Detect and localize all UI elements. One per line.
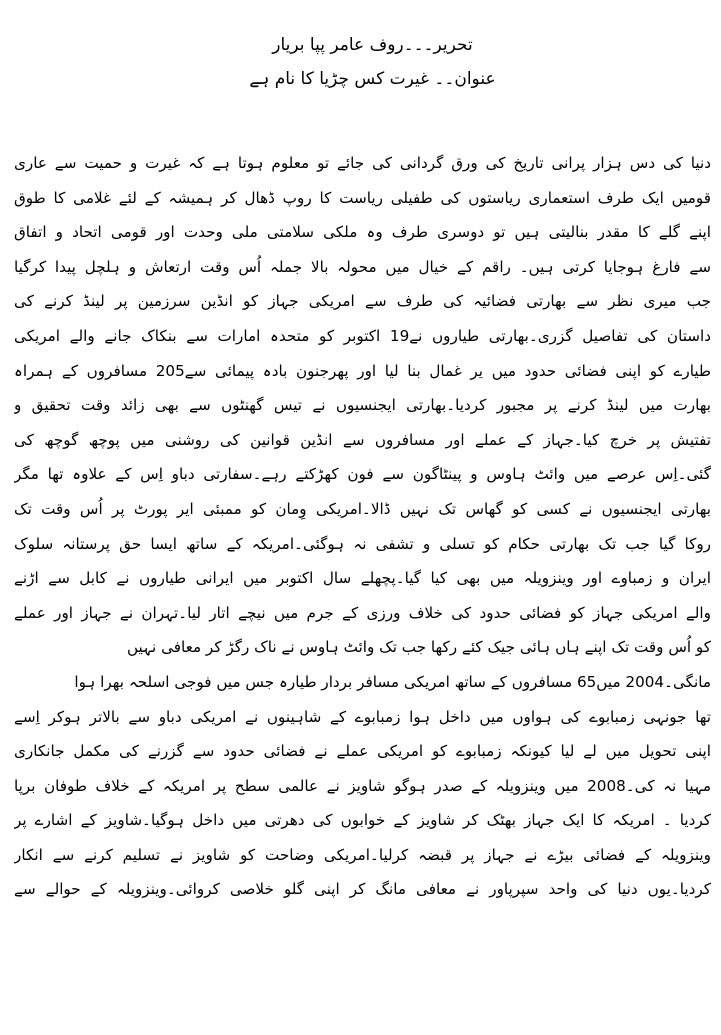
body-line: داستان کی تفاصیل گزری۔بھارتی طیاروں نے19 اکتوبر کو متحدہ امارات سے بنکاک جانے والے امریکی	[14, 326, 711, 345]
body-line: طیارے کو اپنی فضائی حدود میں یر غمال بنا لیا اور پھرجنون بادہ پیمائی سے205 مسافروں کے ہمراہ	[14, 361, 711, 380]
author-line: تحریر۔۔۔روف عامر پپا بریار	[272, 35, 473, 55]
body-line: گئی۔اِس عرصے میں وائٹ ہاوس و پینٹاگون سے فون کھڑکتے رہے۔سفارتی دباو اِس کے علاوہ تھا مگر	[14, 465, 711, 484]
body-line: روکا گیا جب تک بھارتی حکام کو تسلی و تشفی نہ ہوگئی۔امریکہ کے ساتھ ایسا حق پرستانہ سلوک	[14, 534, 711, 553]
body-line: تھا جونہی زمبابوے کی ہواوں میں داخل ہوا زمبابوے کے شاہینوں نے امریکی دباو سے بالاتر ہوکر اِسے	[14, 707, 711, 726]
body-line: بھارت میں لینڈ کرنے پر مجبور کردیا۔بھارتی ایجنسیوں نے تیس گھنٹوں سے بھی زائد وقت تحقیق و	[14, 396, 711, 415]
body-line: والے امریکی جہاز کو فضائی حدود کی خلاف ورزی کے جرم میں نیچے اتار لیا۔تہران نے جہاز اور عملے	[14, 603, 711, 622]
body-line: تفتیش پر خرچ کیا۔جہاز کے عملے اور مسافروں سے انڈین قوانین کی روشنی میں پوچھ گوچھ کی	[14, 430, 711, 449]
body-line: کردیا ۔ امریکہ کا ایک جہاز بھٹک کر شاویز کے خوابوں کی دھرتی میں داخل ہوگیا۔شاویز کے اشارے پر	[14, 811, 711, 830]
body-line: جب میری نظر سے بھارتی فضائیہ کی طرف سے امریکی جہاز کو انڈین سرزمین پر لینڈ کرنے کی	[14, 292, 711, 311]
body-line: سے فارغ ہوجایا کرتی ہیں۔ راقم کے خیال میں محولہ بالا جملہ اُس وقت ارتعاش و ہلچل پیدا کرگیا	[14, 257, 711, 276]
body-line: کردیا۔یوں دنیا کی واحد سپرپاور نے معافی مانگ کر اپنی گلو خلاصی کروائی۔وینزویلہ کے حوالے سے	[14, 880, 711, 899]
body-line: اپنی تحویل میں لے لیا کیونکہ زمبابوے کو امریکی عملے نے فضائی حدود سے گزرنے کی مکمل جانکاری	[14, 742, 711, 761]
body-line: قومیں ایک طرف استعماری ریاستوں کی طفیلی ریاست کا روپ ڈھال کر ہمیشہ کے لئے غلامی کا طوق	[14, 188, 711, 207]
body-line: مانگی۔2004 میں65 مسافروں کے ساتھ امریکی مسافر بردار طیارہ جس میں فوجی اسلحہ بھرا ہوا	[74, 672, 711, 691]
body-line: بھارتی ایجنسیوں نے کسی کو گھاس تک نہیں ڈالا۔امریکی وِمان کو ممبئی ایر پورٹ پر اُس وقت تک	[14, 499, 711, 518]
body-line: وینزویلہ کے فضائی بیڑے نے جہاز پر قبضہ کرلیا۔امریکی وضاحت کو شاویز نے تسلیم کرنے سے انکار	[14, 845, 711, 864]
body-line: دنیا کی دس ہزار پرانی تاریخ کی ورق گردانی کی جائے تو معلوم ہوتا ہے کہ غیرت و حمیت سے عاری	[14, 154, 711, 172]
body-line: کو اُس وقت تک اپنے ہاں ہائی جیک کئے رکھا جب تک وائٹ ہاوس نے ناک رگڑ کر معافی نہیں	[127, 638, 711, 657]
article-body	[14, 146, 711, 907]
body-line: مہیا نہ کی۔2008 میں وینزویلہ کے صدر ہوگو شاویز نے عالمی سطح پر امریکہ کے خلاف طوفان برپا	[14, 776, 711, 795]
body-line: اپنے گلے کا مقدر بنالیتی ہیں تو دوسری طرف وہ ملکی سلامتی ملی وحدت اور قومی اتحاد و اتفاق	[14, 223, 711, 242]
article-title: عنوان۔۔ غیرت کس چڑیا کا نام ہے	[249, 69, 496, 89]
body-line: ایران و زمباوے اور وینزویلہ میں بھی کیا گیا۔پچھلے سال اکتوبر میں ایرانی طیاروں نے کابل سے اڑنے	[14, 569, 711, 588]
